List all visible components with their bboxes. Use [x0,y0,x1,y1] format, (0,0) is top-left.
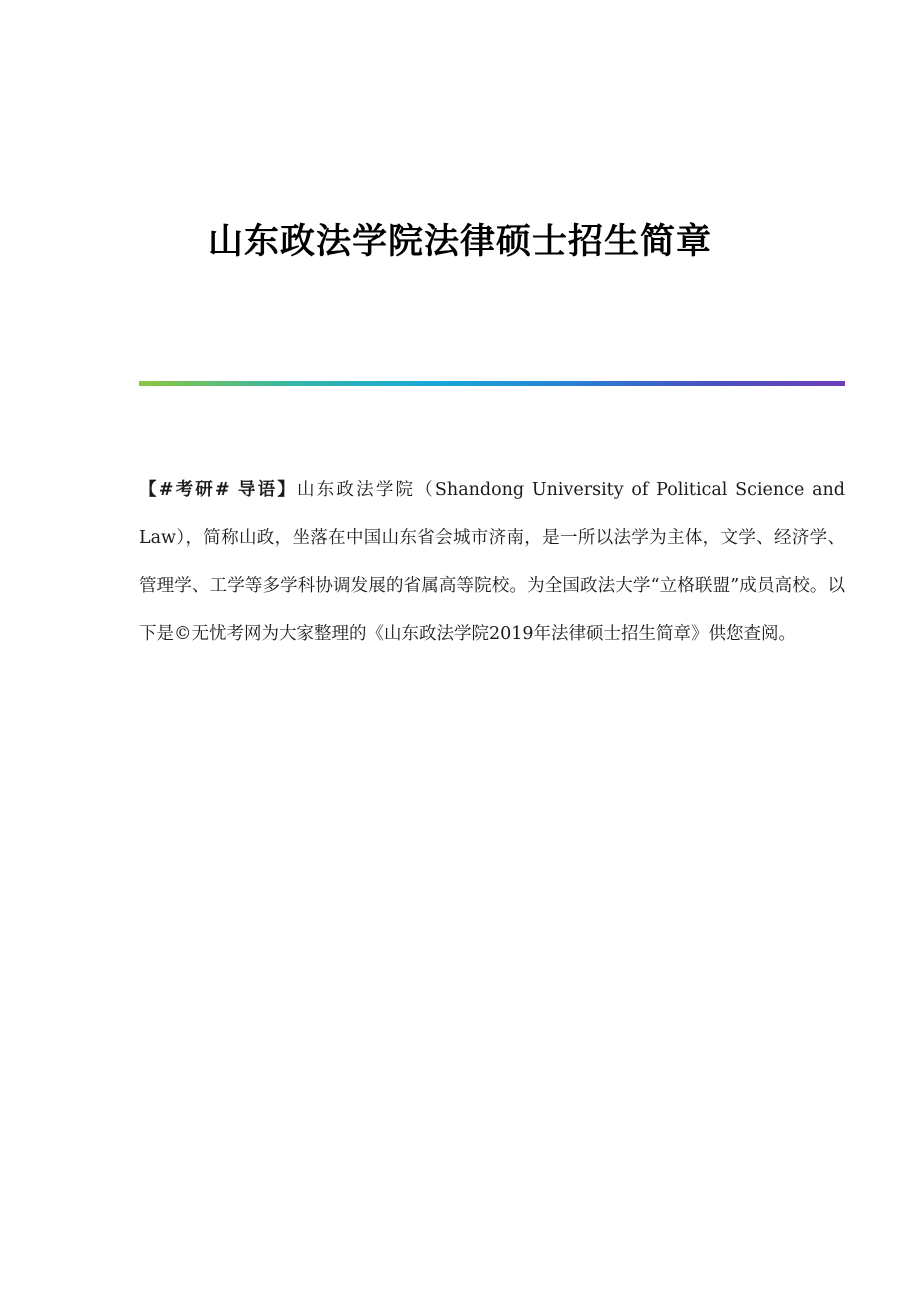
paragraph-body-text: 山东政法学院（Shandong University of Political Science and Law），简称山政，坐落在中国山东省会城市济南，是一所以法学为主体，文学、经济学、管理学、工学等多学科协调发展的省属高等院校。为全国政法大学“立格联盟”成员高校。以下是©无忧考网为大家整理的《山东政法学院2019年法律硕士招生简章》供您查阅。 [139,480,845,644]
intro-paragraph [139,466,845,658]
page-title: 山东政法学院法律硕士招生简章 [207,221,712,263]
gradient-divider [139,381,845,386]
paragraph-lead-label: 【#考研# 导语】 [139,480,298,500]
